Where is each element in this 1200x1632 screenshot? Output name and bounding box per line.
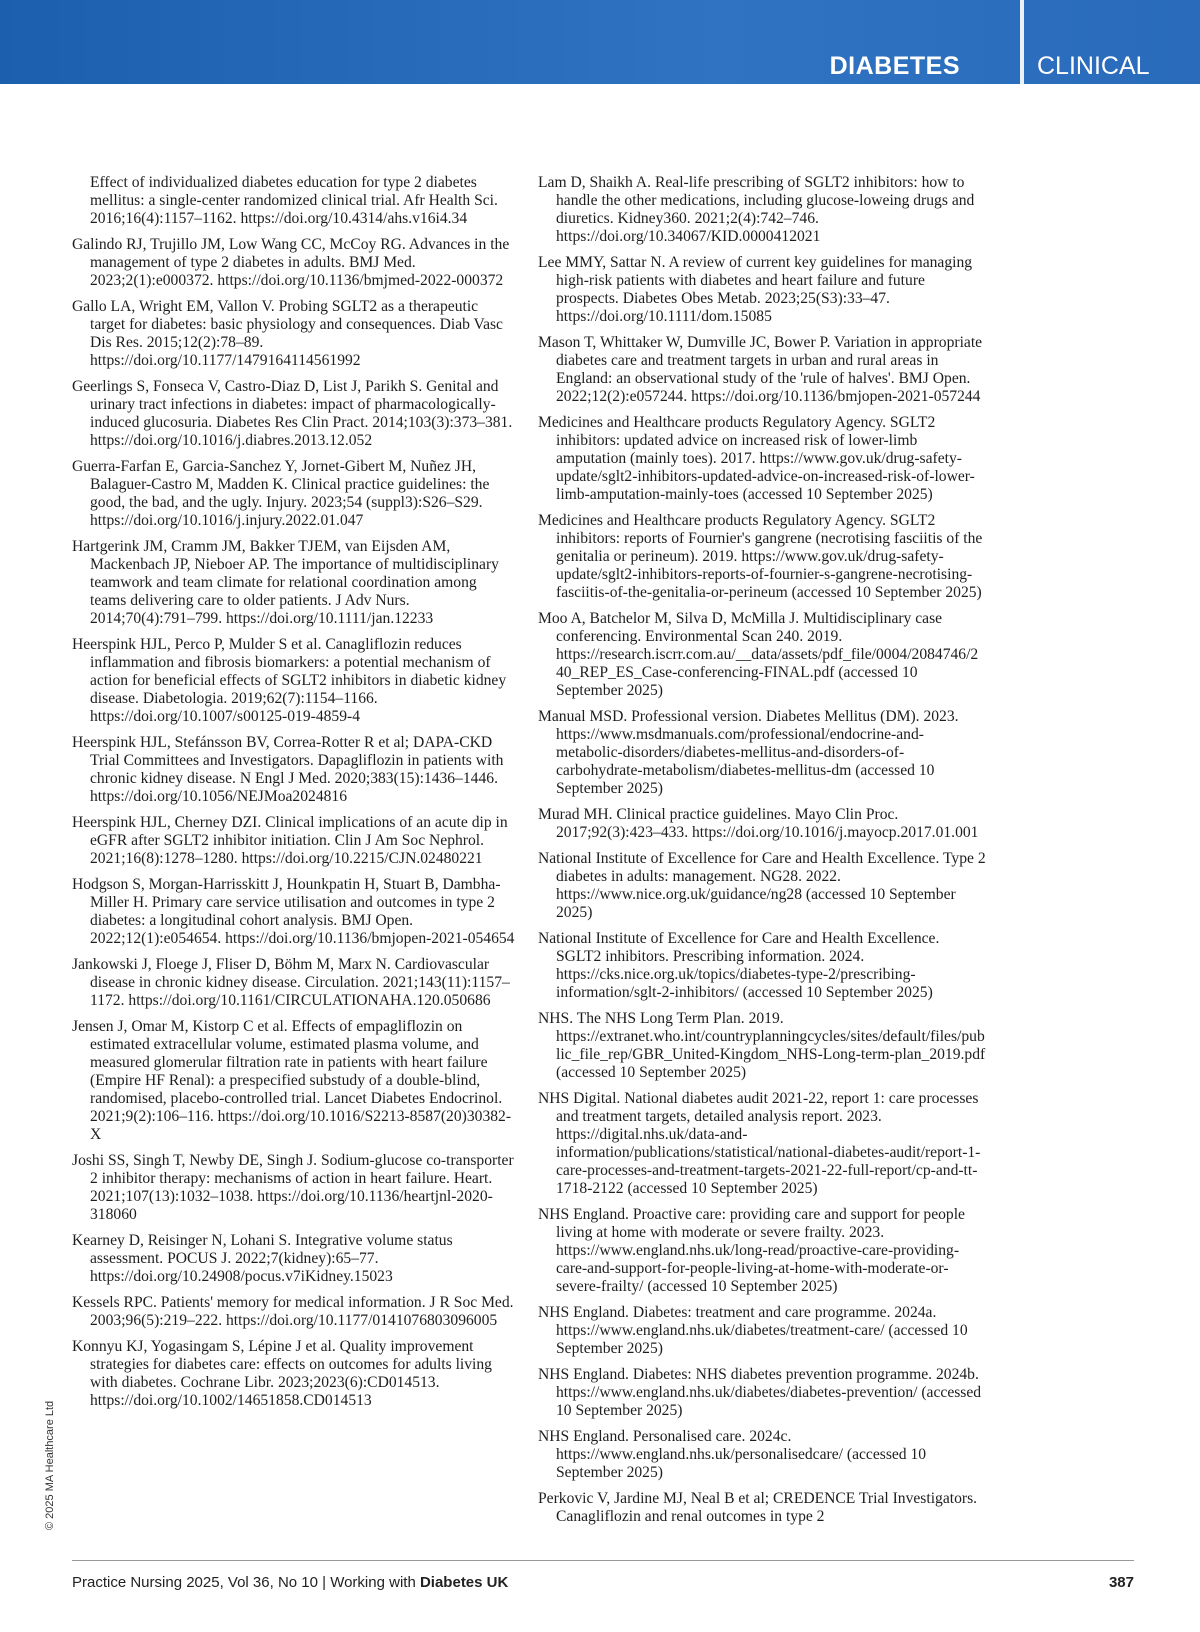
reference-item: Manual MSD. Professional version. Diabetes Mellitus (DM). 2023. https://www.msdmanuals.com/professional/endocrine-and-metabolic-disorders/diabetes-mellitus-and-disorders-of-carbohydrate-metabolism/diabetes-mellitus-dm (accessed 10 September 2025)	[538, 708, 959, 797]
reference-item: NHS England. Proactive care: providing care and support for people living at home with moderate or severe frailty. 2023. https://www.england.nhs.uk/long-read/proactive-care-providing-care-and-support-for-people-living-at-home-with-moderate-or-severe-frailty/ (accessed 10 September 2025)	[538, 1206, 965, 1295]
reference-item: NHS England. Diabetes: NHS diabetes prevention programme. 2024b. https://www.england.nhs.uk/diabetes/diabetes-prevention/ (accessed 10 September 2025)	[538, 1366, 982, 1419]
reference-item: Heerspink HJL, Stefánsson BV, Correa-Rotter R et al; DAPA-CKD Trial Committees and Investigators. Dapagliflozin in patients with chronic kidney disease. N Engl J Med. 2020;383(15):1436–1446. https://doi.org/10.1056/NEJMoa2024816	[72, 734, 504, 805]
section-title: DIABETES	[829, 52, 960, 80]
reference-item: Mason T, Whittaker W, Dumville JC, Bower P. Variation in appropriate diabetes care and treatment targets in urban and rural areas in England: an observational study of the 'rule of halves'. BMJ Open. 2022;12(2):e057244. https://doi.org/10.1136/bmjopen-2021-057244	[538, 334, 983, 405]
banner-divider	[1020, 0, 1024, 84]
reference-item: NHS Digital. National diabetes audit 2021-22, report 1: care processes and treatment targets, detailed analysis report. 2023. https://digital.nhs.uk/data-and-information/publications/statistical/national-diabetes-audit/report-1-care-processes-and-treatment-targets-2021-22-full-report/cp-and-tt-1718-2122 (accessed 10 September 2025)	[538, 1090, 981, 1197]
footer-journal-info	[72, 1574, 508, 1591]
reference-item: NHS England. Personalised care. 2024c. https://www.england.nhs.uk/personalisedcare/ (accessed 10 September 2025)	[538, 1428, 927, 1481]
reference-item: Guerra-Farfan E, Garcia-Sanchez Y, Jornet-Gibert M, Nuñez JH, Balaguer-Castro M, Madden K. Clinical practice guidelines: the good, the bad, and the ugly. Injury. 2023;54 (suppl3):S26–S29. https://doi.org/10.1016/j.injury.2022.01.047	[72, 458, 490, 529]
reference-item: Konnyu KJ, Yogasingam S, Lépine J et al. Quality improvement strategies for diabetes care: effects on outcomes for adults living with diabetes. Cochrane Libr. 2023;2023(6):CD014513. https://doi.org/10.1002/14651858.CD014513	[72, 1338, 492, 1409]
section-subtitle: CLINICAL	[1037, 52, 1150, 80]
reference-item: Medicines and Healthcare products Regulatory Agency. SGLT2 inhibitors: reports of Fournier's gangrene (necrotising fasciitis of the genitalia or perineum). 2019. https://www.gov.uk/drug-safety-update/sglt2-inhibitors-reports-of-fournier-s-gangrene-necrotising-fasciitis-of-the-genitalia-or-perineum (accessed 10 September 2025)	[538, 512, 983, 601]
reference-item: Lam D, Shaikh A. Real-life prescribing of SGLT2 inhibitors: how to handle the other medications, including glucose-loweing drugs and diuretics. Kidney360. 2021;2(4):742–746. https://doi.org/10.34067/KID.0000412021	[538, 174, 975, 245]
references-left-column	[72, 174, 516, 1418]
reference-item: NHS. The NHS Long Term Plan. 2019. https://extranet.who.int/countryplanningcycles/sites/default/files/public_file_rep/GBR_United-Kingdom_NHS-Long-term-plan_2019.pdf (accessed 10 September 2025)	[538, 1010, 986, 1081]
reference-item: NHS England. Diabetes: treatment and care programme. 2024a. https://www.england.nhs.uk/diabetes/treatment-care/ (accessed 10 September 2025)	[538, 1304, 968, 1357]
reference-item: National Institute of Excellence for Care and Health Excellence. SGLT2 inhibitors. Prescribing information. 2024. https://cks.nice.org.uk/topics/diabetes-type-2/prescribing-information/sglt-2-inhibitors/ (accessed 10 September 2025)	[538, 930, 940, 1001]
reference-item: National Institute of Excellence for Care and Health Excellence. Type 2 diabetes in adults: management. NG28. 2022. https://www.nice.org.uk/guidance/ng28 (accessed 10 September 2025)	[538, 850, 986, 921]
reference-item: Kessels RPC. Patients' memory for medical information. J R Soc Med. 2003;96(5):219–222. https://doi.org/10.1177/0141076803096005	[72, 1294, 514, 1329]
section-banner	[0, 0, 1200, 84]
reference-item: Kearney D, Reisinger N, Lohani S. Integrative volume status assessment. POCUS J. 2022;7(kidney):65–77. https://doi.org/10.24908/pocus.v7iKidney.15023	[72, 1232, 453, 1285]
reference-item: Gallo LA, Wright EM, Vallon V. Probing SGLT2 as a therapeutic target for diabetes: basic physiology and consequences. Diab Vasc Dis Res. 2015;12(2):78–89. https://doi.org/10.1177/1479164114561992	[72, 298, 503, 369]
copyright-notice: © 2025 MA Healthcare Ltd	[44, 1400, 56, 1530]
reference-item: Lee MMY, Sattar N. A review of current key guidelines for managing high-risk patients with diabetes and heart failure and future prospects. Diabetes Obes Metab. 2023;25(S3):33–47. https://doi.org/10.1111/dom.15085	[538, 254, 973, 325]
reference-item: Murad MH. Clinical practice guidelines. Mayo Clin Proc. 2017;92(3):423–433. https://doi.org/10.1016/j.mayocp.2017.01.001	[538, 806, 979, 841]
reference-item: Galindo RJ, Trujillo JM, Low Wang CC, McCoy RG. Advances in the management of type 2 diabetes in adults. BMJ Med. 2023;2(1):e000372. https://doi.org/10.1136/bmjmed-2022-000372	[72, 236, 510, 289]
reference-item: Jankowski J, Floege J, Fliser D, Böhm M, Marx N. Cardiovascular disease in chronic kidney disease. Circulation. 2021;143(11):1157–1172. https://doi.org/10.1161/CIRCULATIONAHA.120.050686	[72, 956, 510, 1009]
reference-item: Hartgerink JM, Cramm JM, Bakker TJEM, van Eijsden AM, Mackenbach JP, Nieboer AP. The importance of multidisciplinary teamwork and team climate for relational coordination among teams delivering care to older patients. J Adv Nurs. 2014;70(4):791–799. https://doi.org/10.1111/jan.12233	[72, 538, 499, 627]
reference-item: Joshi SS, Singh T, Newby DE, Singh J. Sodium-glucose co-transporter 2 inhibitor therapy: mechanisms of action in heart failure. Heart. 2021;107(13):1032–1038. https://doi.org/10.1136/heartjnl-2020-318060	[72, 1152, 514, 1223]
reference-item: Hodgson S, Morgan-Harrisskitt J, Hounkpatin H, Stuart B, Dambha-Miller H. Primary care service utilisation and outcomes in type 2 diabetes: a longitudinal cohort analysis. BMJ Open. 2022;12(1):e054654. https://doi.org/10.1136/bmjopen-2021-054654	[72, 876, 515, 947]
reference-item: Geerlings S, Fonseca V, Castro-Diaz D, List J, Parikh S. Genital and urinary tract infections in diabetes: impact of pharmacologically-induced glucosuria. Diabetes Res Clin Pract. 2014;103(3):373–381. https://doi.org/10.1016/j.diabres.2013.12.052	[72, 378, 513, 449]
reference-item: Moo A, Batchelor M, Silva D, McMilla J. Multidisciplinary case conferencing. Environmental Scan 240. 2019. https://research.iscrr.com.au/__data/assets/pdf_file/0004/2084746/240_REP_ES_Case-conferencing-FINAL.pdf (accessed 10 September 2025)	[538, 610, 979, 699]
reference-item: Heerspink HJL, Perco P, Mulder S et al. Canagliflozin reduces inflammation and fibrosis biomarkers: a potential mechanism of action for beneficial effects of SGLT2 inhibitors in diabetic kidney disease. Diabetologia. 2019;62(7):1154–1166. https://doi.org/10.1007/s00125-019-4859-4	[72, 636, 507, 725]
footer-journal: Practice Nursing 2025, Vol 36, No 10 | Working with	[72, 1574, 420, 1591]
reference-item: Heerspink HJL, Cherney DZI. Clinical implications of an acute dip in eGFR after SGLT2 inhibitor initiation. Clin J Am Soc Nephrol. 2021;16(8):1278–1280. https://doi.org/10.2215/CJN.02480221	[72, 814, 508, 867]
reference-item: Effect of individualized diabetes education for type 2 diabetes mellitus: a single-center randomized clinical trial. Afr Health Sci. 2016;16(4):1157–1162. https://doi.org/10.4314/ahs.v16i4.34	[90, 174, 498, 227]
footer-partner: Diabetes UK	[419, 1574, 509, 1591]
reference-item: Jensen J, Omar M, Kistorp C et al. Effects of empagliflozin on estimated extracellular volume, estimated plasma volume, and measured glomerular filtration rate in patients with heart failure (Empire HF Renal): a prespecified substudy of a double-blind, randomised, placebo-controlled trial. Lancet Diabetes Endocrinol. 2021;9(2):106–116. https://doi.org/10.1016/S2213-8587(20)30382-X	[72, 1018, 512, 1143]
footer-divider	[72, 1560, 1134, 1561]
page-number: 387	[1108, 1574, 1134, 1591]
references-right-column	[538, 174, 986, 1534]
reference-item: Medicines and Healthcare products Regulatory Agency. SGLT2 inhibitors: updated advice on increased risk of lower-limb amputation (mainly toes). 2017. https://www.gov.uk/drug-safety-update/sglt2-inhibitors-updated-advice-on-increased-risk-of-lower-limb-amputation-mainly-toes (accessed 10 September 2025)	[538, 414, 975, 503]
reference-item: Perkovic V, Jardine MJ, Neal B et al; CREDENCE Trial Investigators. Canagliflozin and renal outcomes in type 2	[538, 1490, 978, 1525]
